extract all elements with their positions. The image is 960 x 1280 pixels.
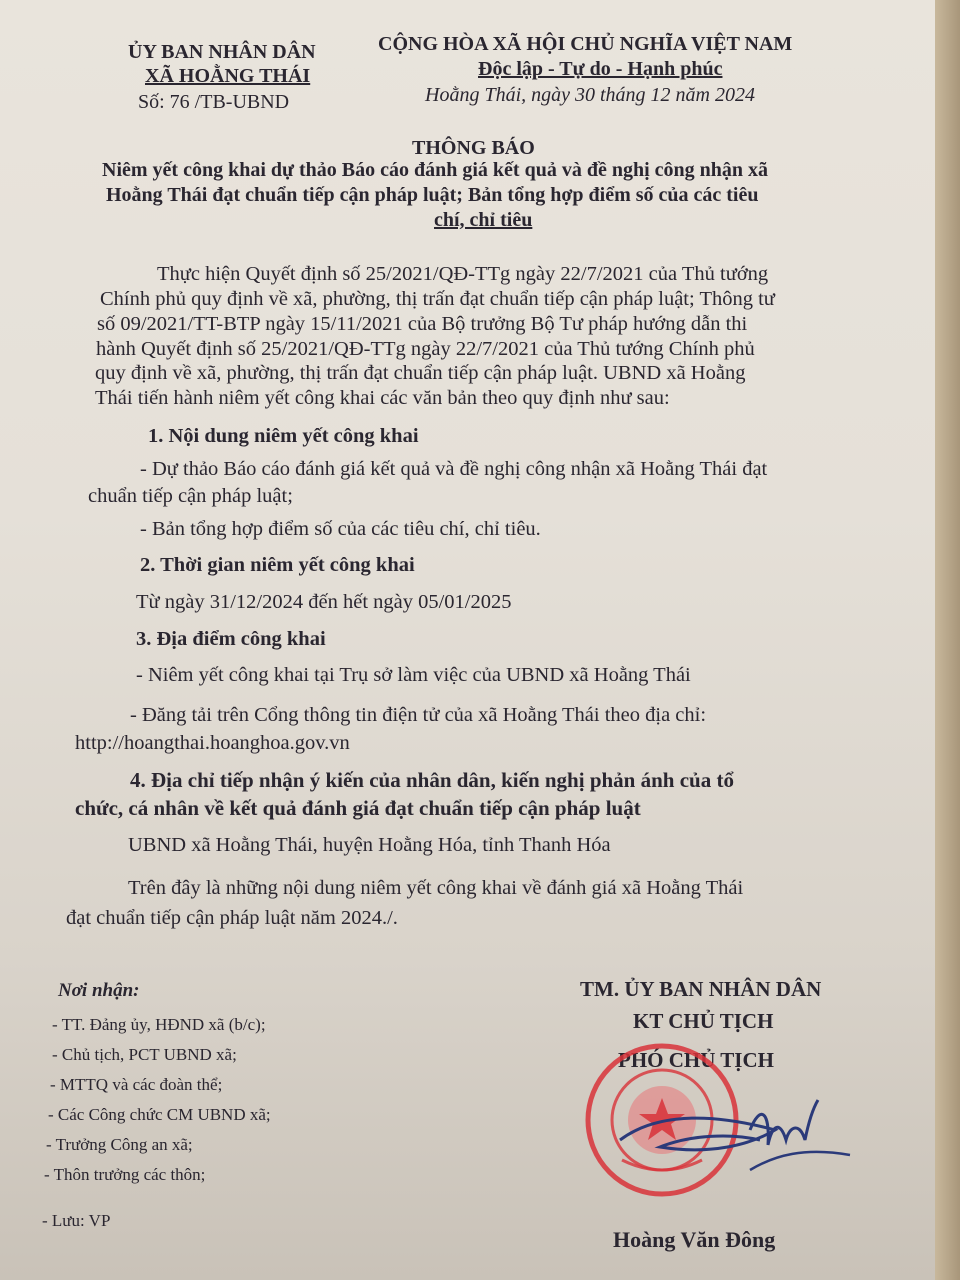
intro-line: Chính phủ quy định về xã, phường, thị trấn đạt chuẩn tiếp cận pháp luật; Thông tư [100, 288, 775, 310]
signer-name: Hoàng Văn Đông [613, 1227, 776, 1252]
closing-line1: Trên đây là những nội dung niêm yết công khai về đánh giá xã Hoằng Thái [128, 877, 744, 899]
recipient-item: - Các Công chức CM UBND xã; [48, 1105, 271, 1124]
recipient-item: - Trưởng Công an xã; [46, 1135, 193, 1154]
intro-line: Thực hiện Quyết định số 25/2021/QĐ-TTg ngày 22/7/2021 của Thủ tướng [157, 263, 769, 285]
doc-number: Số: 76 /TB-UBND [138, 91, 290, 113]
section3-item: - Đăng tải trên Cổng thông tin điện tử của xã Hoằng Thái theo địa chỉ: [130, 704, 707, 726]
sign-line2: KT CHỦ TỊCH [633, 1009, 774, 1033]
sign-line3: PHÓ CHỦ TỊCH [618, 1048, 774, 1072]
section1-item: - Bản tổng hợp điểm số của các tiêu chí, chỉ tiêu. [140, 518, 541, 540]
recipient-item: - TT. Đảng ủy, HĐND xã (b/c); [52, 1015, 266, 1034]
section3-url: http://hoangthai.hoanghoa.gov.vn [75, 732, 350, 754]
recipient-item: - Chủ tịch, PCT UBND xã; [52, 1045, 237, 1064]
intro-line: hành Quyết định số 25/2021/QĐ-TTg ngày 22/7/2021 của Thủ tướng Chính phủ [96, 338, 755, 360]
org-line1: ỦY BAN NHÂN DÂN [128, 41, 316, 63]
section3-heading: 3. Địa điểm công khai [136, 628, 326, 650]
doc-heading: THÔNG BÁO [412, 137, 535, 159]
section1-heading: 1. Nội dung niêm yết công khai [148, 425, 419, 447]
intro-line: Thái tiến hành niêm yết công khai các văn bản theo quy định như sau: [95, 387, 670, 409]
issue-date: Hoằng Thái, ngày 30 tháng 12 năm 2024 [425, 84, 755, 106]
section1-item: chuẩn tiếp cận pháp luật; [88, 485, 293, 507]
sign-line1: TM. ỦY BAN NHÂN DÂN [580, 977, 822, 1001]
org-line2: XÃ HOẰNG THÁI [145, 65, 311, 87]
recipients-label: Nơi nhận: [58, 980, 140, 1001]
closing-line2: đạt chuẩn tiếp cận pháp luật năm 2024./. [66, 907, 398, 929]
section4-heading-line2: chức, cá nhân về kết quả đánh giá đạt chuẩn tiếp cận pháp luật [75, 796, 641, 820]
section3-item: - Niêm yết công khai tại Trụ sở làm việc của UBND xã Hoằng Thái [136, 664, 691, 686]
table-edge [935, 0, 960, 1280]
recipient-item: - Lưu: VP [42, 1211, 111, 1230]
recipient-item: - MTTQ và các đoàn thể; [50, 1075, 223, 1094]
section2-heading: 2. Thời gian niêm yết công khai [140, 554, 415, 576]
intro-line: quy định về xã, phường, thị trấn đạt chuẩn tiếp cận pháp luật. UBND xã Hoằng [95, 362, 746, 384]
nation-title: CỘNG HÒA XÃ HỘI CHỦ NGHĨA VIỆT NAM [378, 33, 793, 55]
section4-text: UBND xã Hoằng Thái, huyện Hoằng Hóa, tỉnh Thanh Hóa [128, 834, 611, 856]
recipient-item: - Thôn trưởng các thôn; [44, 1165, 206, 1184]
handwritten-signature [600, 1085, 860, 1195]
doc-subtitle-line2: Hoằng Thái đạt chuẩn tiếp cận pháp luật; Bản tổng hợp điểm số của các tiêu [106, 184, 759, 206]
doc-subtitle-line1: Niêm yết công khai dự thảo Báo cáo đánh giá kết quả và đề nghị công nhận xã [102, 159, 769, 181]
section4-heading-line1: 4. Địa chỉ tiếp nhận ý kiến của nhân dân, kiến nghị phản ánh của tổ [130, 768, 734, 792]
intro-line: số 09/2021/TT-BTP ngày 15/11/2021 của Bộ trưởng Bộ Tư pháp hướng dẫn thi [97, 313, 748, 335]
doc-subtitle-line3: chí, chỉ tiêu [434, 209, 533, 231]
section2-text: Từ ngày 31/12/2024 đến hết ngày 05/01/2025 [136, 591, 512, 613]
motto: Độc lập - Tự do - Hạnh phúc [478, 58, 723, 80]
section1-item: - Dự thảo Báo cáo đánh giá kết quả và đề nghị công nhận xã Hoằng Thái đạt [140, 458, 768, 480]
